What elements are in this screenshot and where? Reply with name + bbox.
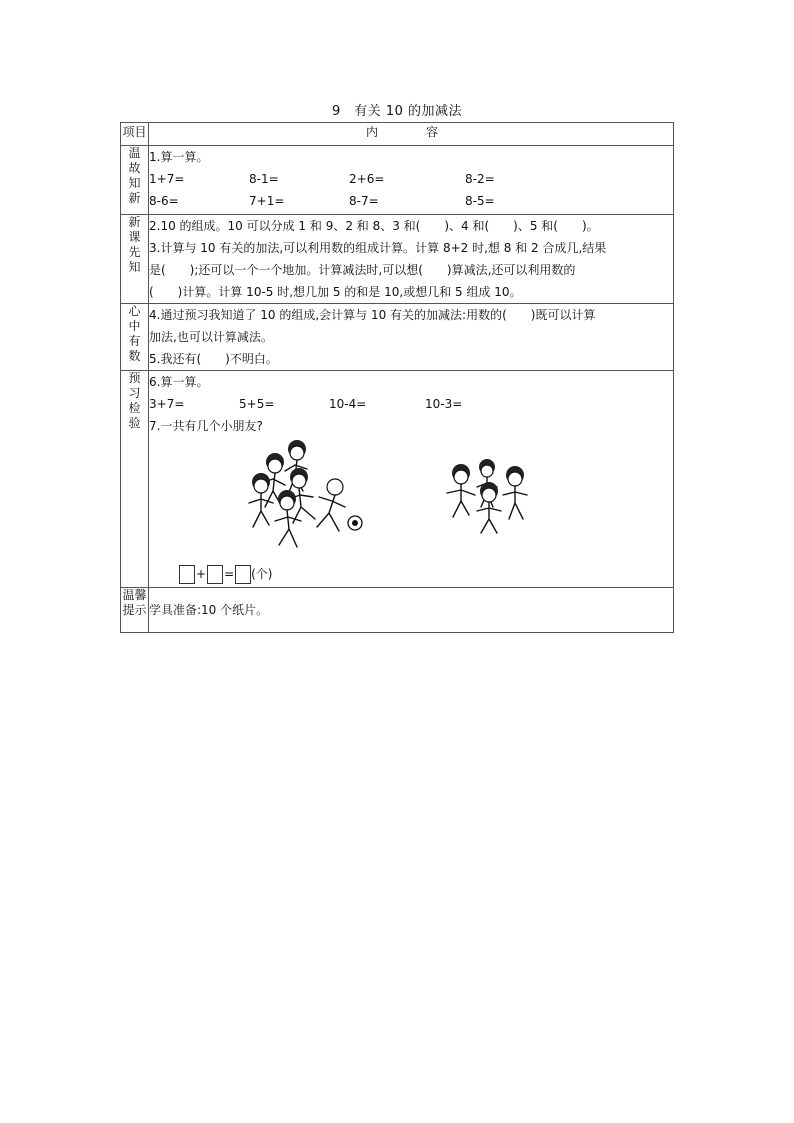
child-figure [447, 464, 475, 517]
mind-line: 加法,也可以计算减法。 [149, 330, 273, 344]
new-lesson-line: 3.计算与 10 有关的加法,可以利用数的组成计算。计算 8+2 时,想 8 和 2 合成几,结果 [149, 241, 607, 255]
math-problem: 8-2= [465, 172, 495, 186]
page-title: 9 有关 10 的加减法 [331, 104, 463, 119]
review-row1 [149, 168, 673, 190]
header-row [121, 123, 674, 146]
mind-line: 4.通过预习我知道了 10 的组成,会计算与 10 有关的加减法:用数的( )既可以计算 [149, 308, 596, 322]
preview-label: 预习检验 [128, 371, 141, 430]
child-figure [275, 490, 301, 547]
tips-text: 学具准备:10 个纸片。 [149, 603, 269, 617]
football [348, 516, 362, 530]
new-lesson-content [149, 215, 674, 304]
math-problem: 8-1= [249, 172, 279, 186]
math-problem: 7+1= [249, 194, 285, 208]
math-problem: 1+7= [149, 172, 185, 186]
answer-equation [179, 563, 273, 585]
tips-content [149, 588, 674, 633]
answer-box[interactable] [179, 565, 195, 584]
header-content: 内 容 [149, 123, 674, 146]
new-lesson-row [121, 215, 674, 304]
new-lesson-line: ( )计算。计算 10-5 时,想几加 5 的和是 10,或想几和 5 组成 10。 [149, 285, 522, 299]
preview-task6: 6.算一算。 [149, 375, 209, 389]
math-problem: 10-4= [329, 397, 367, 411]
new-lesson-label-cell [121, 215, 149, 304]
child-figure [317, 479, 345, 531]
math-problem: 2+6= [349, 172, 385, 186]
new-lesson-line: 2.10 的组成。10 可以分成 1 和 9、2 和 8、3 和( )、4 和( )、5 和( )。 [149, 219, 599, 233]
review-content [149, 146, 674, 215]
math-problem: 5+5= [239, 397, 275, 411]
math-problem: 3+7= [149, 397, 185, 411]
preview-label-cell [121, 371, 149, 588]
unit-label: (个) [251, 567, 273, 581]
preview-math-row [149, 393, 673, 415]
math-problem: 8-7= [349, 194, 379, 208]
review-label-cell [121, 146, 149, 215]
review-task: 1.算一算。 [149, 150, 209, 164]
new-lesson-label: 新课先知 [128, 215, 141, 274]
review-row [121, 146, 674, 215]
plus-sign: + [196, 567, 207, 581]
worksheet-table [120, 122, 674, 633]
mind-label-cell [121, 304, 149, 371]
math-problem: 10-3= [425, 397, 463, 411]
math-problem: 8-5= [465, 194, 495, 208]
mind-row [121, 304, 674, 371]
children-illustration-area [149, 437, 673, 587]
preview-task7: 7.一共有几个小朋友? [149, 419, 263, 433]
child-figure [503, 466, 527, 519]
mind-label: 心中有数 [128, 304, 141, 363]
tips-row [121, 588, 674, 633]
answer-box[interactable] [207, 565, 223, 584]
preview-content [149, 371, 674, 588]
child-figure [249, 473, 273, 527]
math-problem: 8-6= [149, 194, 179, 208]
equals-sign: = [224, 567, 235, 581]
mind-content [149, 304, 674, 371]
review-row2 [149, 190, 673, 212]
tips-label-cell [121, 588, 149, 633]
answer-box[interactable] [235, 565, 251, 584]
preview-row [121, 371, 674, 588]
new-lesson-line: 是( );还可以一个一个地加。计算减法时,可以想( )算减法,还可以利用数的 [149, 263, 576, 277]
header-label: 项目 [121, 123, 149, 146]
tips-label: 温馨提示 [122, 588, 147, 617]
mind-line: 5.我还有( )不明白。 [149, 352, 278, 366]
review-label: 温故知新 [128, 146, 141, 205]
